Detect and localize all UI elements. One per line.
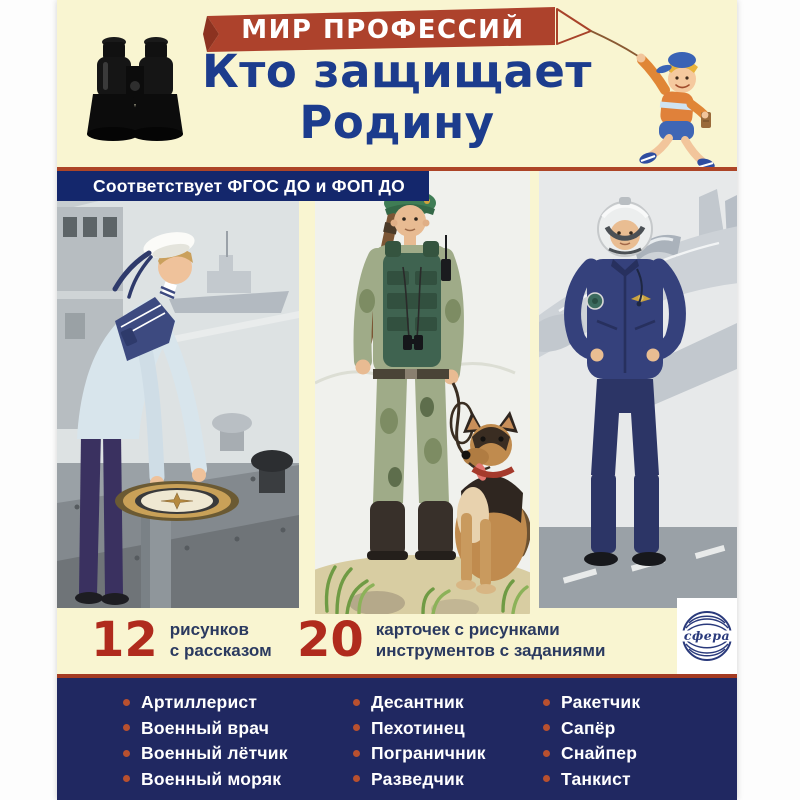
list-item: Разведчик <box>353 769 486 789</box>
professions-column-2 <box>353 692 486 794</box>
title-line1: Кто защищает <box>202 45 592 98</box>
bullet-icon <box>353 775 360 782</box>
border-guard-illustration <box>315 171 530 614</box>
bullet-icon <box>123 775 130 782</box>
bullet-icon <box>353 750 360 757</box>
stat-cards <box>297 612 606 668</box>
page-title <box>57 46 737 148</box>
professions-column-3 <box>543 692 640 794</box>
list-item: Военный врач <box>123 718 288 738</box>
stat-pictures-number: 12 <box>91 612 158 668</box>
professions-panel <box>57 674 737 800</box>
list-item: Ракетчик <box>543 692 640 712</box>
stat-pictures-text: рисунков с рассказом <box>169 620 272 660</box>
bullet-icon <box>353 724 360 731</box>
photo-margin-right <box>737 0 800 800</box>
stat-cards-text: карточек с рисунками инструментов с заданиями <box>375 620 606 660</box>
stat-cards-number: 20 <box>297 612 364 668</box>
list-item: Танкист <box>543 769 640 789</box>
card-set-cover <box>57 0 737 800</box>
bullet-icon <box>543 724 550 731</box>
list-item: Пограничник <box>353 743 486 763</box>
stats-row <box>57 610 737 676</box>
list-item: Военный моряк <box>123 769 288 789</box>
list-item: Снайпер <box>543 743 640 763</box>
bullet-icon <box>353 699 360 706</box>
list-item: Артиллерист <box>123 692 288 712</box>
bullet-icon <box>543 775 550 782</box>
list-item: Пехотинец <box>353 718 486 738</box>
title-line2: Родину <box>299 96 495 149</box>
photo-margin-left <box>0 0 57 800</box>
pilot-illustration <box>539 171 737 608</box>
bullet-icon <box>123 750 130 757</box>
list-item: Сапёр <box>543 718 640 738</box>
series-banner-label: МИР ПРОФЕССИЙ <box>241 15 525 45</box>
bullet-icon <box>123 724 130 731</box>
publisher-logo-box <box>677 598 737 674</box>
bullet-icon <box>543 699 550 706</box>
list-item: Военный лётчик <box>123 743 288 763</box>
list-item: Десантник <box>353 692 486 712</box>
compliance-badge <box>57 171 429 201</box>
sailor-illustration <box>57 171 299 608</box>
bullet-icon <box>123 699 130 706</box>
compliance-badge-label: Соответствует ФГОС ДО и ФОП ДО <box>93 175 405 196</box>
sphere-logo-icon <box>680 609 734 663</box>
stat-pictures <box>91 612 272 668</box>
professions-column-1 <box>123 692 288 794</box>
bullet-icon <box>543 750 550 757</box>
publisher-logo-text: сфера <box>683 628 731 643</box>
